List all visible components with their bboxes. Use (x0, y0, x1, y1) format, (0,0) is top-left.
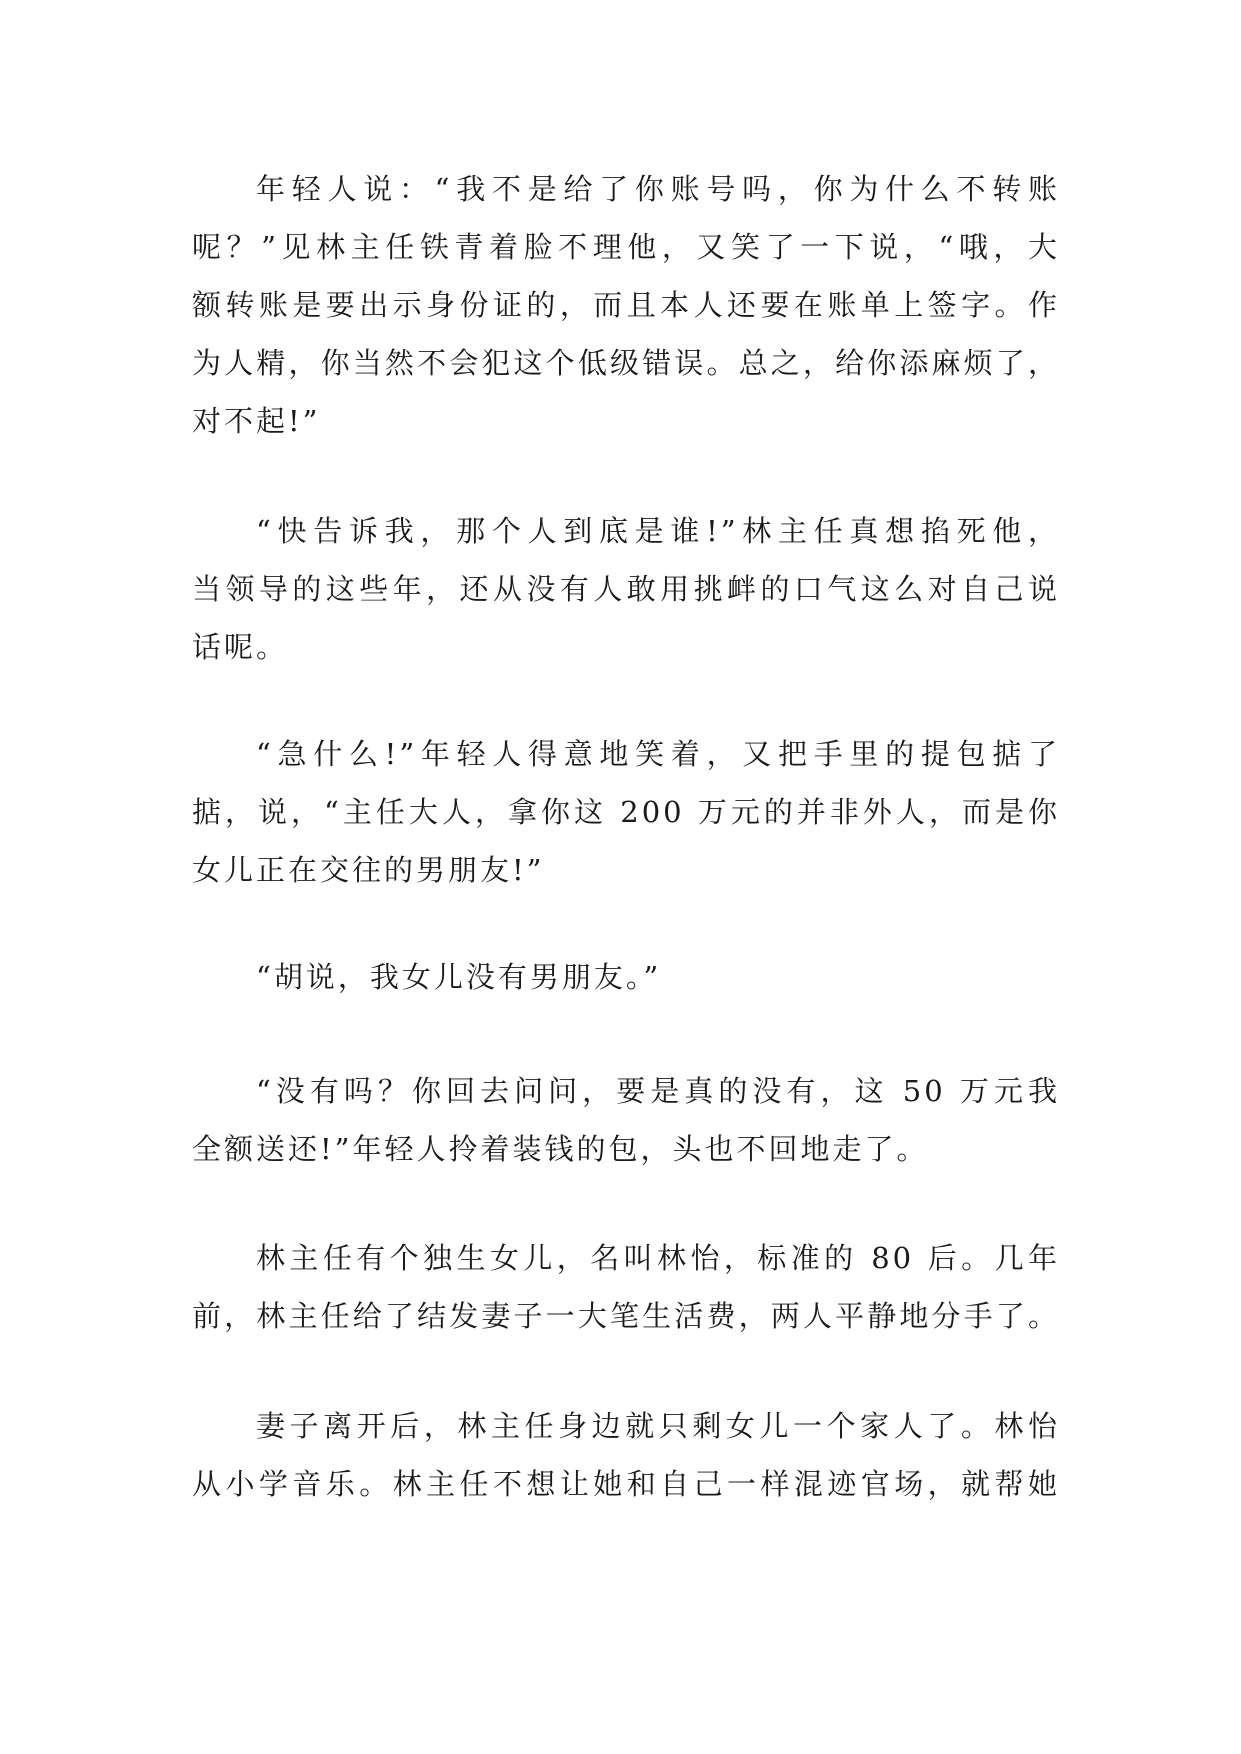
paragraph-line: 前，林主任给了结发妻子一大笔生活费，两人平静地分手了。 (192, 1299, 1060, 1333)
paragraph-4 (192, 948, 1060, 1006)
paragraph-line: “没有吗？你回去问问，要是真的没有，这 50 万元我 (256, 1074, 1060, 1108)
paragraph-line: 年轻人说：“我不是给了你账号吗，你为什么不转账 (256, 172, 1060, 206)
paragraph-line: “快告诉我，那个人到底是谁!”林主任真想掐死他， (256, 514, 1060, 548)
paragraph-line: 妻子离开后，林主任身边就只剩女儿一个家人了。林怡 (256, 1409, 1060, 1443)
paragraph-line: 全额送还!”年轻人拎着装钱的包，头也不回地走了。 (192, 1132, 929, 1166)
paragraph-line: 额转账是要出示身份证的，而且本人还要在账单上签字。作 (192, 288, 1060, 322)
paragraph-line: 从小学音乐。林主任不想让她和自己一样混迹官场，就帮她 (192, 1467, 1060, 1501)
paragraph-2 (192, 502, 1060, 676)
paragraph-line: 掂，说，“主任大人，拿你这 200 万元的并非外人，而是你 (192, 795, 1060, 829)
paragraph-line: “胡说，我女儿没有男朋友。” (256, 960, 662, 994)
paragraph-line: “急什么!”年轻人得意地笑着，又把手里的提包掂了 (256, 737, 1060, 771)
paragraph-1 (192, 160, 1060, 450)
paragraph-5 (192, 1062, 1060, 1178)
paragraph-line: 女儿正在交往的男朋友!” (192, 853, 545, 887)
paragraph-line: 当领导的这些年，还从没有人敢用挑衅的口气这么对自己说 (192, 572, 1060, 606)
paragraph-line: 为人精，你当然不会犯这个低级错误。总之，给你添麻烦了， (192, 346, 1060, 380)
paragraph-line: 呢？”见林主任铁青着脸不理他，又笑了一下说，“哦，大 (192, 230, 1060, 264)
paragraph-7 (192, 1397, 1060, 1513)
paragraph-line: 对不起!” (192, 404, 321, 438)
paragraph-6 (192, 1229, 1060, 1345)
paragraph-line: 话呢。 (192, 630, 289, 664)
paragraph-line: 林主任有个独生女儿，名叫林怡，标准的 80 后。几年 (256, 1241, 1060, 1275)
paragraph-3 (192, 725, 1060, 899)
